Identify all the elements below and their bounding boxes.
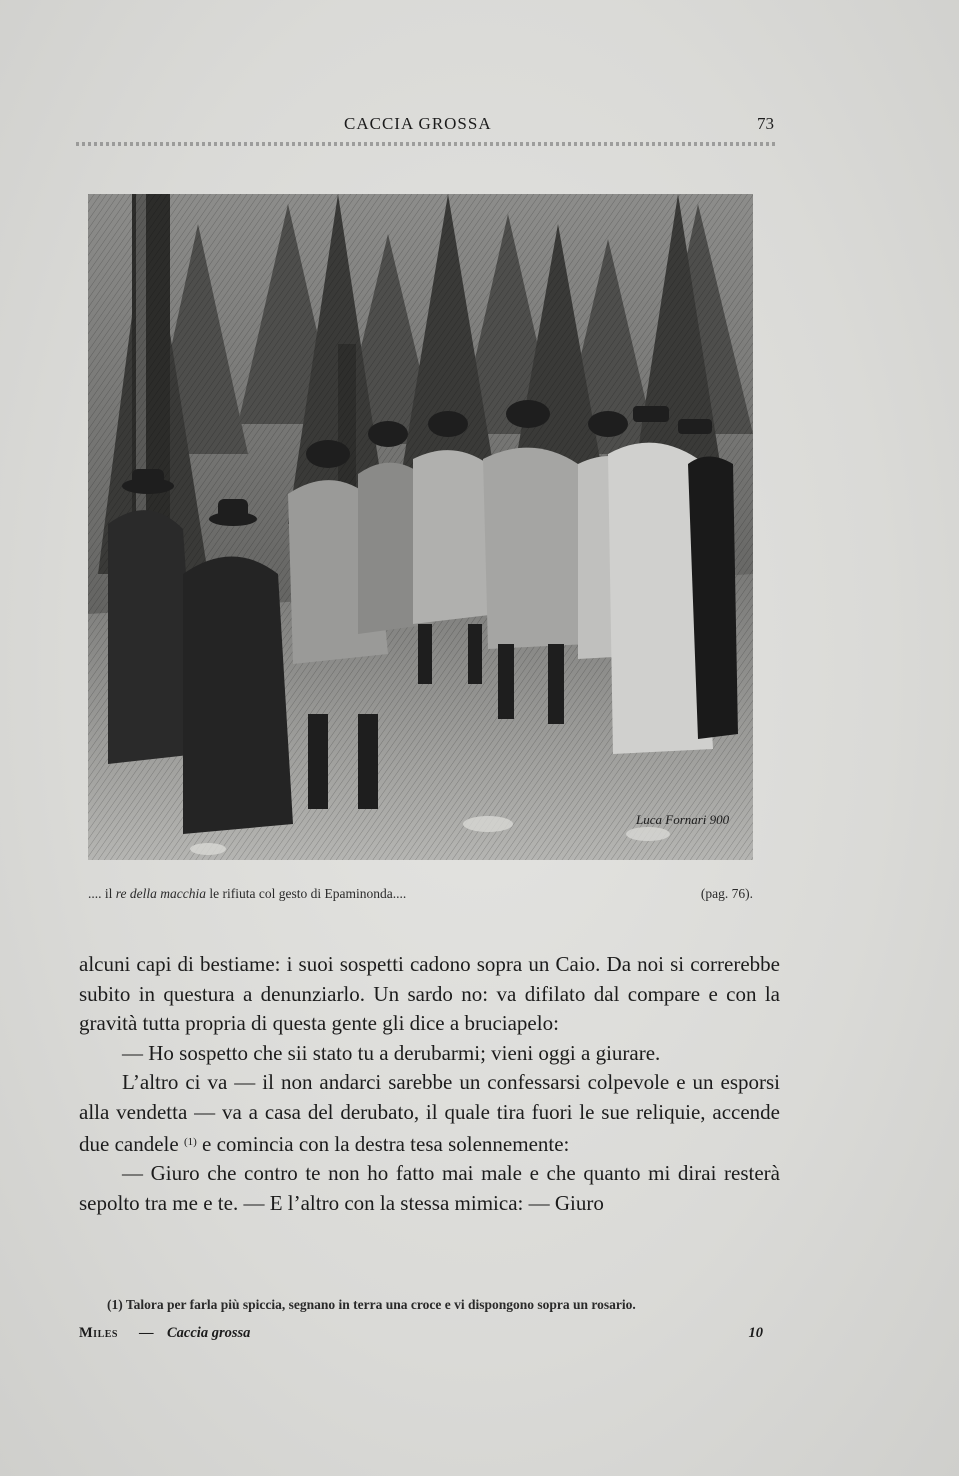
footnote xyxy=(107,1297,787,1313)
caption-italic: re della macchia xyxy=(115,886,206,901)
footer-separator: — xyxy=(139,1325,154,1341)
caption-text: .... il re della macchia le rifiuta col gesto di Epaminonda.... xyxy=(88,886,407,901)
footnote-marker: (1) xyxy=(107,1297,123,1312)
forest-gathering-illustration xyxy=(88,194,753,860)
paragraph-3-end: e comincia con la destra tesa solennemente: xyxy=(202,1131,570,1156)
running-head xyxy=(0,114,959,138)
paragraph-1: alcuni capi di bestiame: i suoi sospetti cadono sopra un Caio. Da noi si correrebbe subito in questura a denunziarlo. Un sardo no: va difilato dal compare e con la gravità tutta propria di questa gente gli dice a bruciapelo: xyxy=(79,952,780,1036)
paragraph-3-start: L’altro ci va — il non andarci sarebbe un confessarsi colpevole e un esporsi alla vendetta — va a casa del derubato, il quale tira fuori le sue reliquie, accende due candele xyxy=(79,1070,780,1156)
footnote-text: Talora per farla più spiccia, segnano in terra una croce e vi dispongono sopra un rosario. xyxy=(125,1297,636,1312)
page-footer xyxy=(79,1325,763,1347)
footnote-ref[interactable]: (1) xyxy=(183,1135,197,1148)
footer-author: Miles xyxy=(79,1325,118,1341)
body-text xyxy=(79,950,780,1218)
paragraph-4: — Giuro che contro te non ho fatto mai male e che quanto mi dirai resterà sepolto tra me e te. — E l’altro con la stessa mimica: — Giuro xyxy=(79,1161,780,1215)
illustration-caption xyxy=(88,886,753,906)
head-rule xyxy=(76,142,776,146)
paragraph-2: — Ho sospetto che sii stato tu a derubarmi; vieni oggi a giurare. xyxy=(122,1040,661,1065)
page-number: 73 xyxy=(757,114,774,133)
footer-book-title: Caccia grossa xyxy=(167,1325,251,1341)
footer-signature: 10 xyxy=(748,1325,763,1341)
running-title: CACCIA GROSSA xyxy=(344,114,492,133)
caption-page-reference: (pag. 76). xyxy=(700,886,753,901)
caption-prefix: .... xyxy=(88,886,105,901)
artist-signature: Luca Fornari 900 xyxy=(636,812,730,827)
paragraph-3 xyxy=(79,1068,780,1159)
illustration-plate xyxy=(88,194,753,860)
